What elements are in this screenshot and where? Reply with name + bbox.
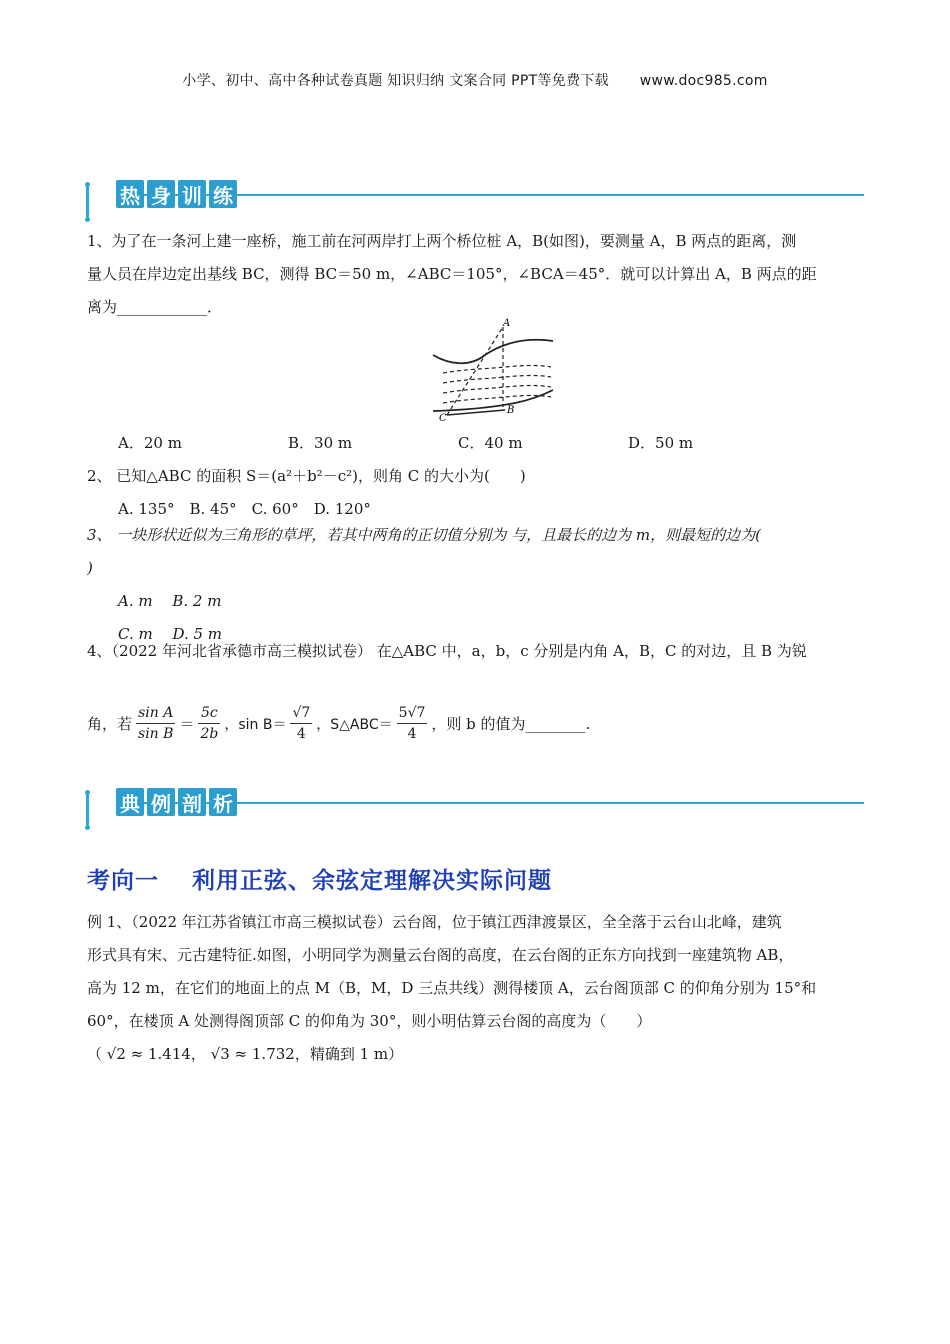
section-banner-warmup: [86, 180, 864, 220]
q3-options-ab[interactable]: A. m B. 2 m: [118, 592, 222, 610]
section-banner-examples: [86, 788, 864, 828]
banner-char: 热: [116, 180, 144, 208]
q2-text: 2、 已知△ABC 的面积 S＝(a²＋b²－c²)，则角 C 的大小为( ): [87, 467, 526, 485]
fraction-denominator: 4: [407, 726, 417, 742]
question-4: [87, 635, 862, 668]
banner-char: 剖: [178, 788, 206, 816]
q4-equals: ＝: [179, 715, 195, 733]
q4-fraction-area: [397, 705, 428, 742]
header-text: 小学、初中、高中各种试卷真题 知识归纳 文案合同 PPT等免费下载: [182, 73, 609, 89]
ex1-line2: 形式具有宋、元古建特征.如图，小明同学为测量云台阁的高度，在云台阁的正东方向找到一座建筑物 AB，: [87, 946, 794, 964]
header-site: www.doc985.com: [639, 73, 768, 89]
banner-char: 身: [147, 180, 175, 208]
fraction-numerator: sin A: [136, 705, 175, 724]
fraction-numerator: 5c: [198, 705, 220, 724]
river-bridge-figure: [425, 315, 560, 427]
figure-label-c: C: [439, 413, 447, 424]
q1-option-b[interactable]: B．30 m: [288, 434, 353, 452]
fraction-denominator: 2b: [200, 726, 219, 742]
q2-options[interactable]: A. 135° B. 45° C. 60° D. 120°: [118, 500, 371, 518]
q4-fraction-sin-ratio: [136, 705, 175, 742]
q4-fraction-sinb: [290, 705, 312, 742]
q4-prefix: 角，若: [87, 715, 133, 733]
q3-line2: ): [87, 559, 93, 577]
banner-char: 例: [147, 788, 175, 816]
banner-char: 训: [178, 180, 206, 208]
banner-char: 典: [116, 788, 144, 816]
q1-option-c[interactable]: C．40 m: [458, 434, 523, 452]
page-header: [0, 70, 950, 90]
example-1: [87, 906, 862, 1071]
fraction-denominator: 4: [296, 726, 306, 742]
fraction-denominator: sin B: [138, 726, 174, 742]
banner-char: 析: [209, 788, 237, 816]
q4-mid1: ，sin B＝: [224, 716, 287, 733]
banner-char: 练: [209, 180, 237, 208]
section-title: 考向一 利用正弦、余弦定理解决实际问题: [87, 868, 553, 894]
ex1-line1: 例 1、（2022 年江苏省镇江市高三模拟试卷）云台阁，位于镇江西津渡景区，全全落于云台山北峰，建筑: [87, 913, 782, 931]
q4-line2: [87, 705, 590, 742]
q3-options-cd[interactable]: C. m D. 5 m: [118, 625, 223, 643]
fraction-numerator: 5√7: [397, 705, 428, 724]
ex1-line4: 60°，在楼顶 A 处测得阁顶部 C 的仰角为 30°，则小明估算云台阁的高度为（ ）: [87, 1012, 652, 1030]
q4-line1: 4、（2022 年河北省承德市高三模拟试卷） 在△ABC 中，a，b，c 分别是内角 A，B，C 的对边，且 B 为锐: [87, 642, 807, 660]
ex1-line5: （ √2 ≈ 1.414， √3 ≈ 1.732，精确到 1 m）: [87, 1045, 404, 1063]
fraction-numerator: √7: [290, 705, 312, 724]
q1-line2: 量人员在岸边定出基线 BC，测得 BC＝50 m，∠ABC＝105°，∠BCA＝45°．就可以计算出 A，B 两点的距: [87, 265, 817, 283]
q1-option-a[interactable]: A．20 m: [118, 434, 182, 452]
banner-tick: [86, 792, 89, 828]
q4-fraction-c-over-b: [198, 705, 220, 742]
figure-label-a: A: [503, 318, 511, 329]
q4-mid2: ，S△ABC＝: [316, 716, 393, 733]
question-1: [87, 225, 862, 324]
banner-tick: [86, 184, 89, 220]
ex1-line3: 高为 12 m，在它们的地面上的点 M（B，M，D 三点共线）测得楼顶 A，云台阁顶部 C 的仰角分别为 15°和: [87, 979, 817, 997]
question-3: [87, 519, 862, 651]
q3-line1: 3、 一块形状近似为三角形的草坪，若其中两角的正切值分别为 与，且最长的边为 m，则最短的边为(: [87, 526, 761, 544]
q4-tail: ，则 b 的值为________.: [431, 715, 591, 733]
q1-option-d[interactable]: D．50 m: [628, 434, 694, 452]
question-2: [87, 460, 862, 526]
figure-label-b: B: [507, 405, 515, 416]
q1-line1: 1、为了在一条河上建一座桥，施工前在河两岸打上两个桥位桩 A，B(如图)，要测量 A，B 两点的距离，测: [87, 232, 797, 250]
q1-line3: 离为____________．: [87, 298, 223, 316]
